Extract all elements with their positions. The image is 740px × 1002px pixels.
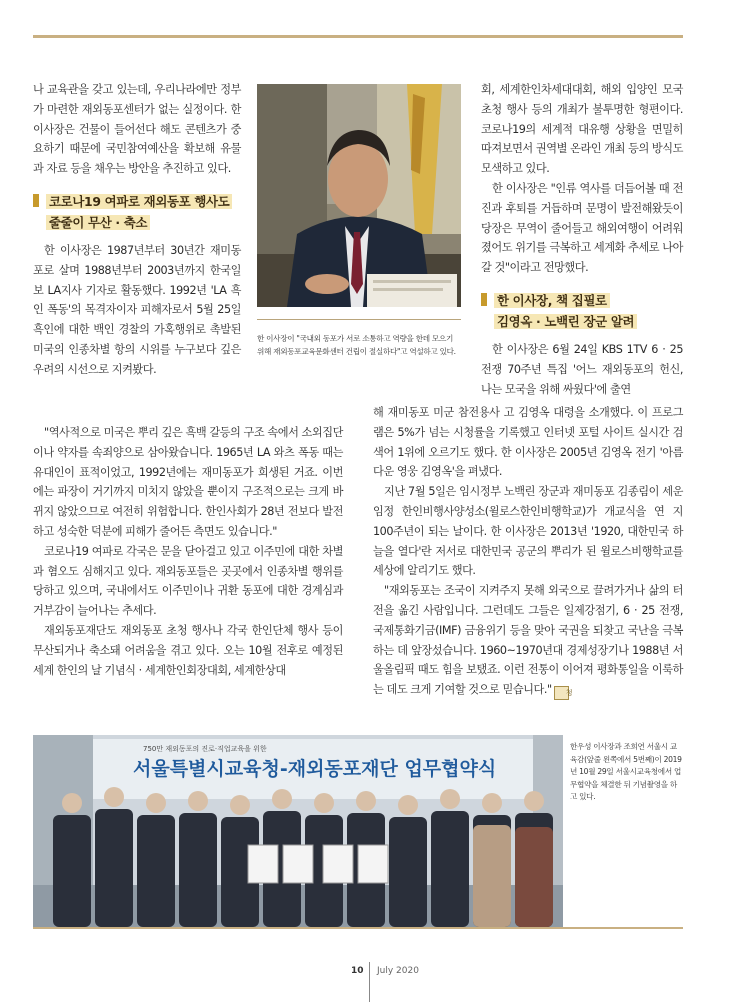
- subheading-line: 코로나19 여파로 재외동포 행사도: [46, 194, 232, 209]
- paragraph: 한 이사장은 6월 24일 KBS 1TV 6 · 25 전쟁 70주년 특집 '어느 재외동포의 헌신, 나는 모국을 위해 싸웠다'에 출연: [481, 342, 683, 396]
- issue-date: July 2020: [377, 966, 419, 976]
- subheading-marker: [33, 194, 39, 207]
- portrait-caption: [257, 333, 461, 358]
- page-number: 10: [351, 966, 364, 976]
- paragraph: 지난 7월 5일은 임시정부 노백린 장군과 재미동포 김종림이 세운 임정 한인비행사양성소(윌로스한인비행학교)가 개교식을 연 지 100주년이 되는 날이다. 한 이사장은 2013년 '1920, 대한민국 하늘을 열다'란 저서로 대한민국 공군의 뿌리가 된 윌로스비행학교를 세상에 알리기도 했다.: [373, 485, 683, 578]
- paragraph: 한 이사장은 1987년부터 30년간 재미동포로 살며 1988년부터 2003년까지 한국일보 LA지사 기자로 활동했다. 1992년 'LA 흑인 폭동'의 목격자이자 피해자로서 5월 25일 흑인에 대한 백인 경찰의 가혹행위로 촉발된 미국의 인종차별 항의 시위를 누구보다 깊은 우려의 시선으로 지켜봤다.: [33, 243, 241, 376]
- right-column: [481, 80, 683, 399]
- paragraph: 해 재미동포 미군 참전용사 고 김영옥 대령을 소개했다. 이 프로그램은 5%가 넘는 시청률을 기록했고 인터넷 포털 사이트 실시간 검색어 1위에 오르기도 했다. 한 이사장은 2005년 김영옥 전기 '아름다운 영웅 김영옥'을 펴냈다.: [373, 406, 683, 479]
- footer-divider: [369, 962, 370, 1002]
- paragraph-text: "재외동포는 조국이 지켜주지 못해 외국으로 끌려가거나 삶의 터전을 옮긴 사람입니다. 그런데도 그들은 일제강점기, 6 · 25 전쟁, 국제통화기금(IMF) 금융위기 등을 맞아 국권을 되찾고 국난을 극복하는 데 앞장섰습니다. 1960~1970년대 경제성장기나 1988년 서울올림픽 때도 힘을 보탰죠. 이런 전통이 이어져 평화통일을 이룩하는 데도 크게 기여할 것으로 믿습니다.": [373, 584, 683, 697]
- top-rule: [33, 35, 683, 38]
- subheading-marker: [481, 293, 487, 306]
- caption-text: 한 이사장이 "국내외 동포가 서로 소통하고 역량을 한데 모으기 위해 재외동포교육문화센터 건립이 절실하다"고 역설하고 있다.: [257, 334, 456, 356]
- subheading-book: [481, 290, 683, 332]
- paragraph: 한 이사장은 "인류 역사를 더듬어볼 때 전진과 후퇴를 거듭하며 문명이 발전해왔듯이 당장은 무역이 줄어들고 해외여행이 어려워졌어도 위기를 극복하고 세계화 추세로 나아갈 것"이라고 전망했다.: [481, 181, 683, 275]
- subheading-line: 한 이사장, 책 집필로: [494, 293, 610, 308]
- subheading-covid: [33, 191, 241, 233]
- paragraph: "역사적으로 미국은 뿌리 깊은 흑백 갈등의 구조 속에서 소외집단이나 약자를 속죄양으로 삼아왔습니다. 1965년 LA 와츠 폭동 때는 유대인이 표적이었고, 1992년에는 재미동포가 희생된 거죠. 이번에는 파장이 거기까지 미치지 않았을 뿐이지 구조적으로는 크게 바뀌지 않았으므로 여전히 위험합니다. 한인사회가 28년 전보다 발전하고 성숙한 덕분에 피해가 줄어든 측면도 있습니다.": [33, 426, 343, 538]
- paragraph: [373, 581, 683, 700]
- paragraph: 회, 세계한인차세대대회, 해외 입양인 모국 초청 행사 등의 개최가 불투명한 형편이다. 코로나19의 세계적 대유행 상황을 면밀히 따져보면서 권역별 온라인 개최 등의 방식도 모색하고 있다.: [481, 83, 683, 176]
- portrait-photo: [257, 84, 461, 307]
- paragraph: 코로나19 여파로 각국은 문을 닫아걸고 있고 이주민에 대한 차별과 혐오도 심해지고 있다. 재외동포들은 곳곳에서 인종차별 행위를 당하고 있으며, 국내에서도 이주민이나 귀환 동포에 대한 경계심과 거부감이 늘어나는 추세다.: [33, 544, 343, 618]
- left-wide-section: [33, 423, 343, 680]
- paragraph: 나 교육관을 갖고 있는데, 우리나라에만 정부가 마련한 재외동포센터가 없는 실정이다. 한 이사장은 건물이 들어선다 해도 콘텐츠가 중요하기 때문에 국민참여예산을 확보해 유물과 자료 등을 채우는 방안을 추진하고 있다.: [33, 83, 241, 176]
- group-photo-caption: 한우성 이사장과 조희연 서울시 교육감(앞줄 왼쪽에서 5번째)이 2019년 10월 29일 서울시교육청에서 업무협약을 체결한 뒤 기념촬영을 하고 있다.: [570, 742, 682, 801]
- paragraph: 재외동포재단도 재외동포 초청 행사나 각국 한인단체 행사 등이 무산되거나 축소돼 어려움을 겪고 있다. 오는 10월 전후로 예정된 세계 한인의 날 기념식 · 세계한인회장대회, 세계한상대: [33, 623, 343, 677]
- right-wide-section: [373, 403, 683, 700]
- group-photo: [33, 735, 563, 927]
- end-mark-icon: 청: [554, 686, 569, 700]
- subheading-line: 줄줄이 무산 · 축소: [46, 215, 150, 230]
- banner-subtitle: 750만 재외동포의 진로·직업교육을 위한: [143, 745, 267, 753]
- subheading-line: 김영옥 · 노백린 장군 알려: [494, 314, 637, 329]
- banner-title: 서울특별시교육청-재외동포재단 업무협약식: [133, 758, 497, 780]
- group-photo-illustration: [33, 735, 563, 927]
- left-column: [33, 80, 241, 380]
- bottom-rule: [33, 927, 683, 929]
- caption-rule: [257, 319, 461, 320]
- portrait-illustration: [257, 84, 461, 307]
